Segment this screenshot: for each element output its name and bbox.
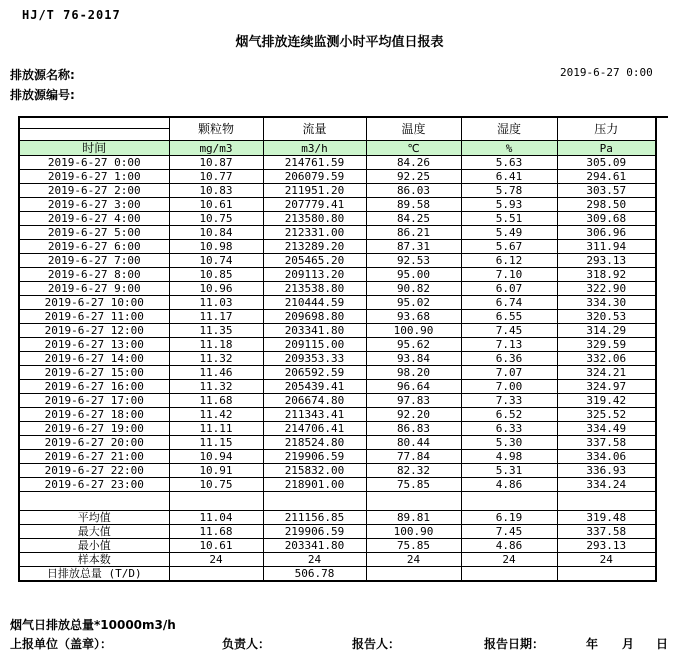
signature-row (0, 635, 679, 651)
value-cell: 211156.85 (263, 511, 366, 525)
row-label-cell: 2019-6-27 11:00 (19, 310, 169, 324)
table-row (19, 525, 656, 539)
value-cell: 210444.59 (263, 296, 366, 310)
row-label-cell: 2019-6-27 10:00 (19, 296, 169, 310)
value-cell (366, 567, 461, 582)
row-label-cell: 2019-6-27 13:00 (19, 338, 169, 352)
value-cell: 5.30 (461, 436, 557, 450)
row-label-cell: 最小值 (19, 539, 169, 553)
value-cell: 214761.59 (263, 156, 366, 170)
row-label-cell: 2019-6-27 3:00 (19, 198, 169, 212)
unit-cell-flow: m3/h (263, 141, 366, 156)
row-label-cell: 2019-6-27 9:00 (19, 282, 169, 296)
table-row (19, 567, 656, 582)
value-cell: 334.06 (557, 450, 656, 464)
unit-cell-pressure: Pa (557, 141, 656, 156)
value-cell: 209353.33 (263, 352, 366, 366)
row-label-cell: 2019-6-27 8:00 (19, 268, 169, 282)
column-header-flow: 流量 (263, 117, 366, 141)
table-row (19, 553, 656, 567)
value-cell: 7.45 (461, 324, 557, 338)
value-cell: 92.20 (366, 408, 461, 422)
value-cell: 11.35 (169, 324, 263, 338)
table-row (19, 478, 656, 492)
corner-cell (19, 117, 169, 141)
value-cell: 211343.41 (263, 408, 366, 422)
value-cell (169, 567, 263, 582)
table-row (19, 282, 656, 296)
value-cell: 324.21 (557, 366, 656, 380)
value-cell: 7.13 (461, 338, 557, 352)
value-cell: 214706.41 (263, 422, 366, 436)
value-cell: 75.85 (366, 478, 461, 492)
value-cell: 212331.00 (263, 226, 366, 240)
value-cell: 11.68 (169, 394, 263, 408)
value-cell: 11.32 (169, 352, 263, 366)
value-cell: 324.97 (557, 380, 656, 394)
value-cell: 86.83 (366, 422, 461, 436)
value-cell: 100.90 (366, 324, 461, 338)
column-header-humidity: 湿度 (461, 117, 557, 141)
table-row (19, 296, 656, 310)
value-cell: 7.45 (461, 525, 557, 539)
value-cell: 11.32 (169, 380, 263, 394)
value-cell: 334.49 (557, 422, 656, 436)
value-cell: 305.09 (557, 156, 656, 170)
spacer-row (19, 492, 656, 511)
value-cell: 95.00 (366, 268, 461, 282)
table-row (19, 254, 656, 268)
row-label-cell: 2019-6-27 7:00 (19, 254, 169, 268)
value-cell: 75.85 (366, 539, 461, 553)
value-cell: 207779.41 (263, 198, 366, 212)
row-label-cell: 2019-6-27 21:00 (19, 450, 169, 464)
value-cell: 10.91 (169, 464, 263, 478)
value-cell: 7.00 (461, 380, 557, 394)
row-label-cell: 最大值 (19, 525, 169, 539)
table-row (19, 511, 656, 525)
value-cell: 5.78 (461, 184, 557, 198)
value-cell: 11.46 (169, 366, 263, 380)
value-cell: 6.19 (461, 511, 557, 525)
row-label-cell: 2019-6-27 18:00 (19, 408, 169, 422)
empty-cell (169, 492, 263, 511)
value-cell: 10.77 (169, 170, 263, 184)
table-row (19, 268, 656, 282)
value-cell: 319.48 (557, 511, 656, 525)
table-row (19, 170, 656, 184)
value-cell: 10.87 (169, 156, 263, 170)
empty-cell (263, 492, 366, 511)
value-cell: 215832.00 (263, 464, 366, 478)
value-cell: 10.85 (169, 268, 263, 282)
value-cell: 11.18 (169, 338, 263, 352)
value-cell: 11.68 (169, 525, 263, 539)
value-cell: 10.98 (169, 240, 263, 254)
value-cell: 337.58 (557, 525, 656, 539)
value-cell: 10.96 (169, 282, 263, 296)
spacer-row-body (19, 492, 656, 511)
value-cell: 10.74 (169, 254, 263, 268)
time-header-cell: 时间 (19, 141, 169, 156)
value-cell: 206674.80 (263, 394, 366, 408)
value-cell: 24 (557, 553, 656, 567)
value-cell: 336.93 (557, 464, 656, 478)
value-cell: 206079.59 (263, 170, 366, 184)
month-label: 月 (622, 637, 635, 651)
value-cell: 294.61 (557, 170, 656, 184)
value-cell: 97.83 (366, 394, 461, 408)
row-label-cell: 2019-6-27 4:00 (19, 212, 169, 226)
value-cell: 84.26 (366, 156, 461, 170)
value-cell: 96.64 (366, 380, 461, 394)
value-cell: 219906.59 (263, 525, 366, 539)
table-row (19, 450, 656, 464)
value-cell: 86.03 (366, 184, 461, 198)
row-label-cell: 平均值 (19, 511, 169, 525)
row-label-cell: 2019-6-27 17:00 (19, 394, 169, 408)
value-cell: 203341.80 (263, 324, 366, 338)
table-row (19, 408, 656, 422)
value-cell: 211951.20 (263, 184, 366, 198)
header-rows (19, 117, 656, 156)
source-name-label: 排放源名称: (10, 68, 75, 82)
value-cell: 10.75 (169, 212, 263, 226)
table-row (19, 394, 656, 408)
table-top-border-extension (655, 116, 668, 118)
value-cell: 89.81 (366, 511, 461, 525)
value-cell: 93.84 (366, 352, 461, 366)
value-cell: 311.94 (557, 240, 656, 254)
value-cell: 86.21 (366, 226, 461, 240)
value-cell: 209113.20 (263, 268, 366, 282)
table-row (19, 240, 656, 254)
table-row (19, 539, 656, 553)
value-cell: 298.50 (557, 198, 656, 212)
value-cell: 7.33 (461, 394, 557, 408)
unit-cell-humidity: % (461, 141, 557, 156)
value-cell: 24 (169, 553, 263, 567)
value-cell: 218901.00 (263, 478, 366, 492)
value-cell: 329.59 (557, 338, 656, 352)
unit-cell-particulate: mg/m3 (169, 141, 263, 156)
value-cell: 11.15 (169, 436, 263, 450)
value-cell: 24 (366, 553, 461, 567)
row-label-cell: 2019-6-27 23:00 (19, 478, 169, 492)
reporter-label: 报告人： (352, 637, 401, 651)
value-cell: 11.11 (169, 422, 263, 436)
value-cell: 100.90 (366, 525, 461, 539)
value-cell: 6.36 (461, 352, 557, 366)
value-cell: 293.13 (557, 254, 656, 268)
value-cell: 4.86 (461, 539, 557, 553)
corner-cell-top (20, 118, 169, 129)
value-cell: 10.61 (169, 539, 263, 553)
empty-cell (557, 492, 656, 511)
value-cell: 218524.80 (263, 436, 366, 450)
value-cell: 203341.80 (263, 539, 366, 553)
value-cell: 82.32 (366, 464, 461, 478)
table-row (19, 422, 656, 436)
value-cell: 10.94 (169, 450, 263, 464)
table-row (19, 212, 656, 226)
value-cell: 11.03 (169, 296, 263, 310)
value-cell: 293.13 (557, 539, 656, 553)
unit-cell-temperature: ℃ (366, 141, 461, 156)
value-cell: 6.74 (461, 296, 557, 310)
row-label-cell: 2019-6-27 20:00 (19, 436, 169, 450)
row-label-cell: 2019-6-27 1:00 (19, 170, 169, 184)
value-cell: 7.07 (461, 366, 557, 380)
table-row (19, 352, 656, 366)
value-cell: 10.84 (169, 226, 263, 240)
value-cell (461, 567, 557, 582)
empty-cell (461, 492, 557, 511)
value-cell: 77.84 (366, 450, 461, 464)
value-cell: 10.75 (169, 478, 263, 492)
row-label-cell: 2019-6-27 12:00 (19, 324, 169, 338)
row-label-cell: 样本数 (19, 553, 169, 567)
source-id-label: 排放源编号: (10, 88, 75, 102)
value-cell: 4.86 (461, 478, 557, 492)
table-row (19, 464, 656, 478)
value-cell: 89.58 (366, 198, 461, 212)
responsible-person-label: 负责人： (222, 637, 271, 651)
value-cell: 306.96 (557, 226, 656, 240)
value-cell: 337.58 (557, 436, 656, 450)
value-cell: 95.02 (366, 296, 461, 310)
value-cell: 318.92 (557, 268, 656, 282)
value-cell: 309.68 (557, 212, 656, 226)
value-cell: 6.07 (461, 282, 557, 296)
total-emission-note: 烟气日排放总量*10000m3/h (10, 618, 176, 632)
value-cell: 84.25 (366, 212, 461, 226)
value-cell: 80.44 (366, 436, 461, 450)
value-cell: 322.90 (557, 282, 656, 296)
value-cell: 10.61 (169, 198, 263, 212)
row-label-cell: 日排放总量 (T/D) (19, 567, 169, 582)
value-cell: 5.51 (461, 212, 557, 226)
value-cell: 303.57 (557, 184, 656, 198)
summary-rows (19, 511, 656, 582)
value-cell: 5.93 (461, 198, 557, 212)
value-cell: 213289.20 (263, 240, 366, 254)
row-label-cell: 2019-6-27 14:00 (19, 352, 169, 366)
column-header-particulate: 颗粒物 (169, 117, 263, 141)
report-table (18, 116, 657, 582)
value-cell: 10.83 (169, 184, 263, 198)
report-datetime: 2019-6-27 0:00 (560, 66, 653, 79)
value-cell: 213538.80 (263, 282, 366, 296)
row-label-cell: 2019-6-27 0:00 (19, 156, 169, 170)
row-label-cell: 2019-6-27 22:00 (19, 464, 169, 478)
value-cell: 11.42 (169, 408, 263, 422)
value-cell: 219906.59 (263, 450, 366, 464)
value-cell: 92.25 (366, 170, 461, 184)
value-cell: 209698.80 (263, 310, 366, 324)
value-cell: 506.78 (263, 567, 366, 582)
corner-cell-bottom (20, 129, 169, 140)
value-cell: 5.31 (461, 464, 557, 478)
value-cell: 95.62 (366, 338, 461, 352)
value-cell: 6.55 (461, 310, 557, 324)
value-cell: 5.63 (461, 156, 557, 170)
value-cell: 11.04 (169, 511, 263, 525)
value-cell: 11.17 (169, 310, 263, 324)
table-row (19, 184, 656, 198)
table-row (19, 436, 656, 450)
value-cell: 325.52 (557, 408, 656, 422)
value-cell: 6.52 (461, 408, 557, 422)
row-label-cell: 2019-6-27 5:00 (19, 226, 169, 240)
row-label-cell: 2019-6-27 19:00 (19, 422, 169, 436)
value-cell: 314.29 (557, 324, 656, 338)
value-cell: 6.41 (461, 170, 557, 184)
value-cell: 209115.00 (263, 338, 366, 352)
row-label-cell: 2019-6-27 16:00 (19, 380, 169, 394)
page-title: 烟气排放连续监测小时平均值日报表 (235, 35, 444, 50)
value-cell: 87.31 (366, 240, 461, 254)
value-cell: 5.67 (461, 240, 557, 254)
empty-cell (19, 492, 169, 511)
column-header-temperature: 温度 (366, 117, 461, 141)
value-cell: 98.20 (366, 366, 461, 380)
value-cell: 24 (461, 553, 557, 567)
day-label: 日 (656, 637, 669, 651)
value-cell: 6.12 (461, 254, 557, 268)
value-cell (557, 567, 656, 582)
value-cell: 92.53 (366, 254, 461, 268)
value-cell: 332.06 (557, 352, 656, 366)
row-label-cell: 2019-6-27 6:00 (19, 240, 169, 254)
column-header-pressure: 压力 (557, 117, 656, 141)
value-cell: 320.53 (557, 310, 656, 324)
value-cell: 6.33 (461, 422, 557, 436)
year-label: 年 (586, 637, 599, 651)
report-unit-label: 上报单位（盖章）： (10, 637, 113, 651)
table-row (19, 324, 656, 338)
value-cell: 319.42 (557, 394, 656, 408)
value-cell: 205439.41 (263, 380, 366, 394)
table-row (19, 338, 656, 352)
unit-header-row (19, 141, 656, 156)
table-row (19, 198, 656, 212)
column-header-row (19, 117, 656, 141)
table-row (19, 226, 656, 240)
value-cell: 5.49 (461, 226, 557, 240)
value-cell: 334.24 (557, 478, 656, 492)
report-date-label: 报告日期： (484, 637, 545, 651)
value-cell: 24 (263, 553, 366, 567)
data-rows (19, 156, 656, 492)
value-cell: 213580.80 (263, 212, 366, 226)
value-cell: 7.10 (461, 268, 557, 282)
table-row (19, 366, 656, 380)
row-label-cell: 2019-6-27 2:00 (19, 184, 169, 198)
empty-cell (366, 492, 461, 511)
value-cell: 90.82 (366, 282, 461, 296)
table-row (19, 380, 656, 394)
value-cell: 93.68 (366, 310, 461, 324)
table-row (19, 310, 656, 324)
value-cell: 334.30 (557, 296, 656, 310)
row-label-cell: 2019-6-27 15:00 (19, 366, 169, 380)
value-cell: 206592.59 (263, 366, 366, 380)
value-cell: 205465.20 (263, 254, 366, 268)
standard-number: HJ/T 76-2017 (22, 8, 121, 22)
value-cell: 4.98 (461, 450, 557, 464)
table-row (19, 156, 656, 170)
